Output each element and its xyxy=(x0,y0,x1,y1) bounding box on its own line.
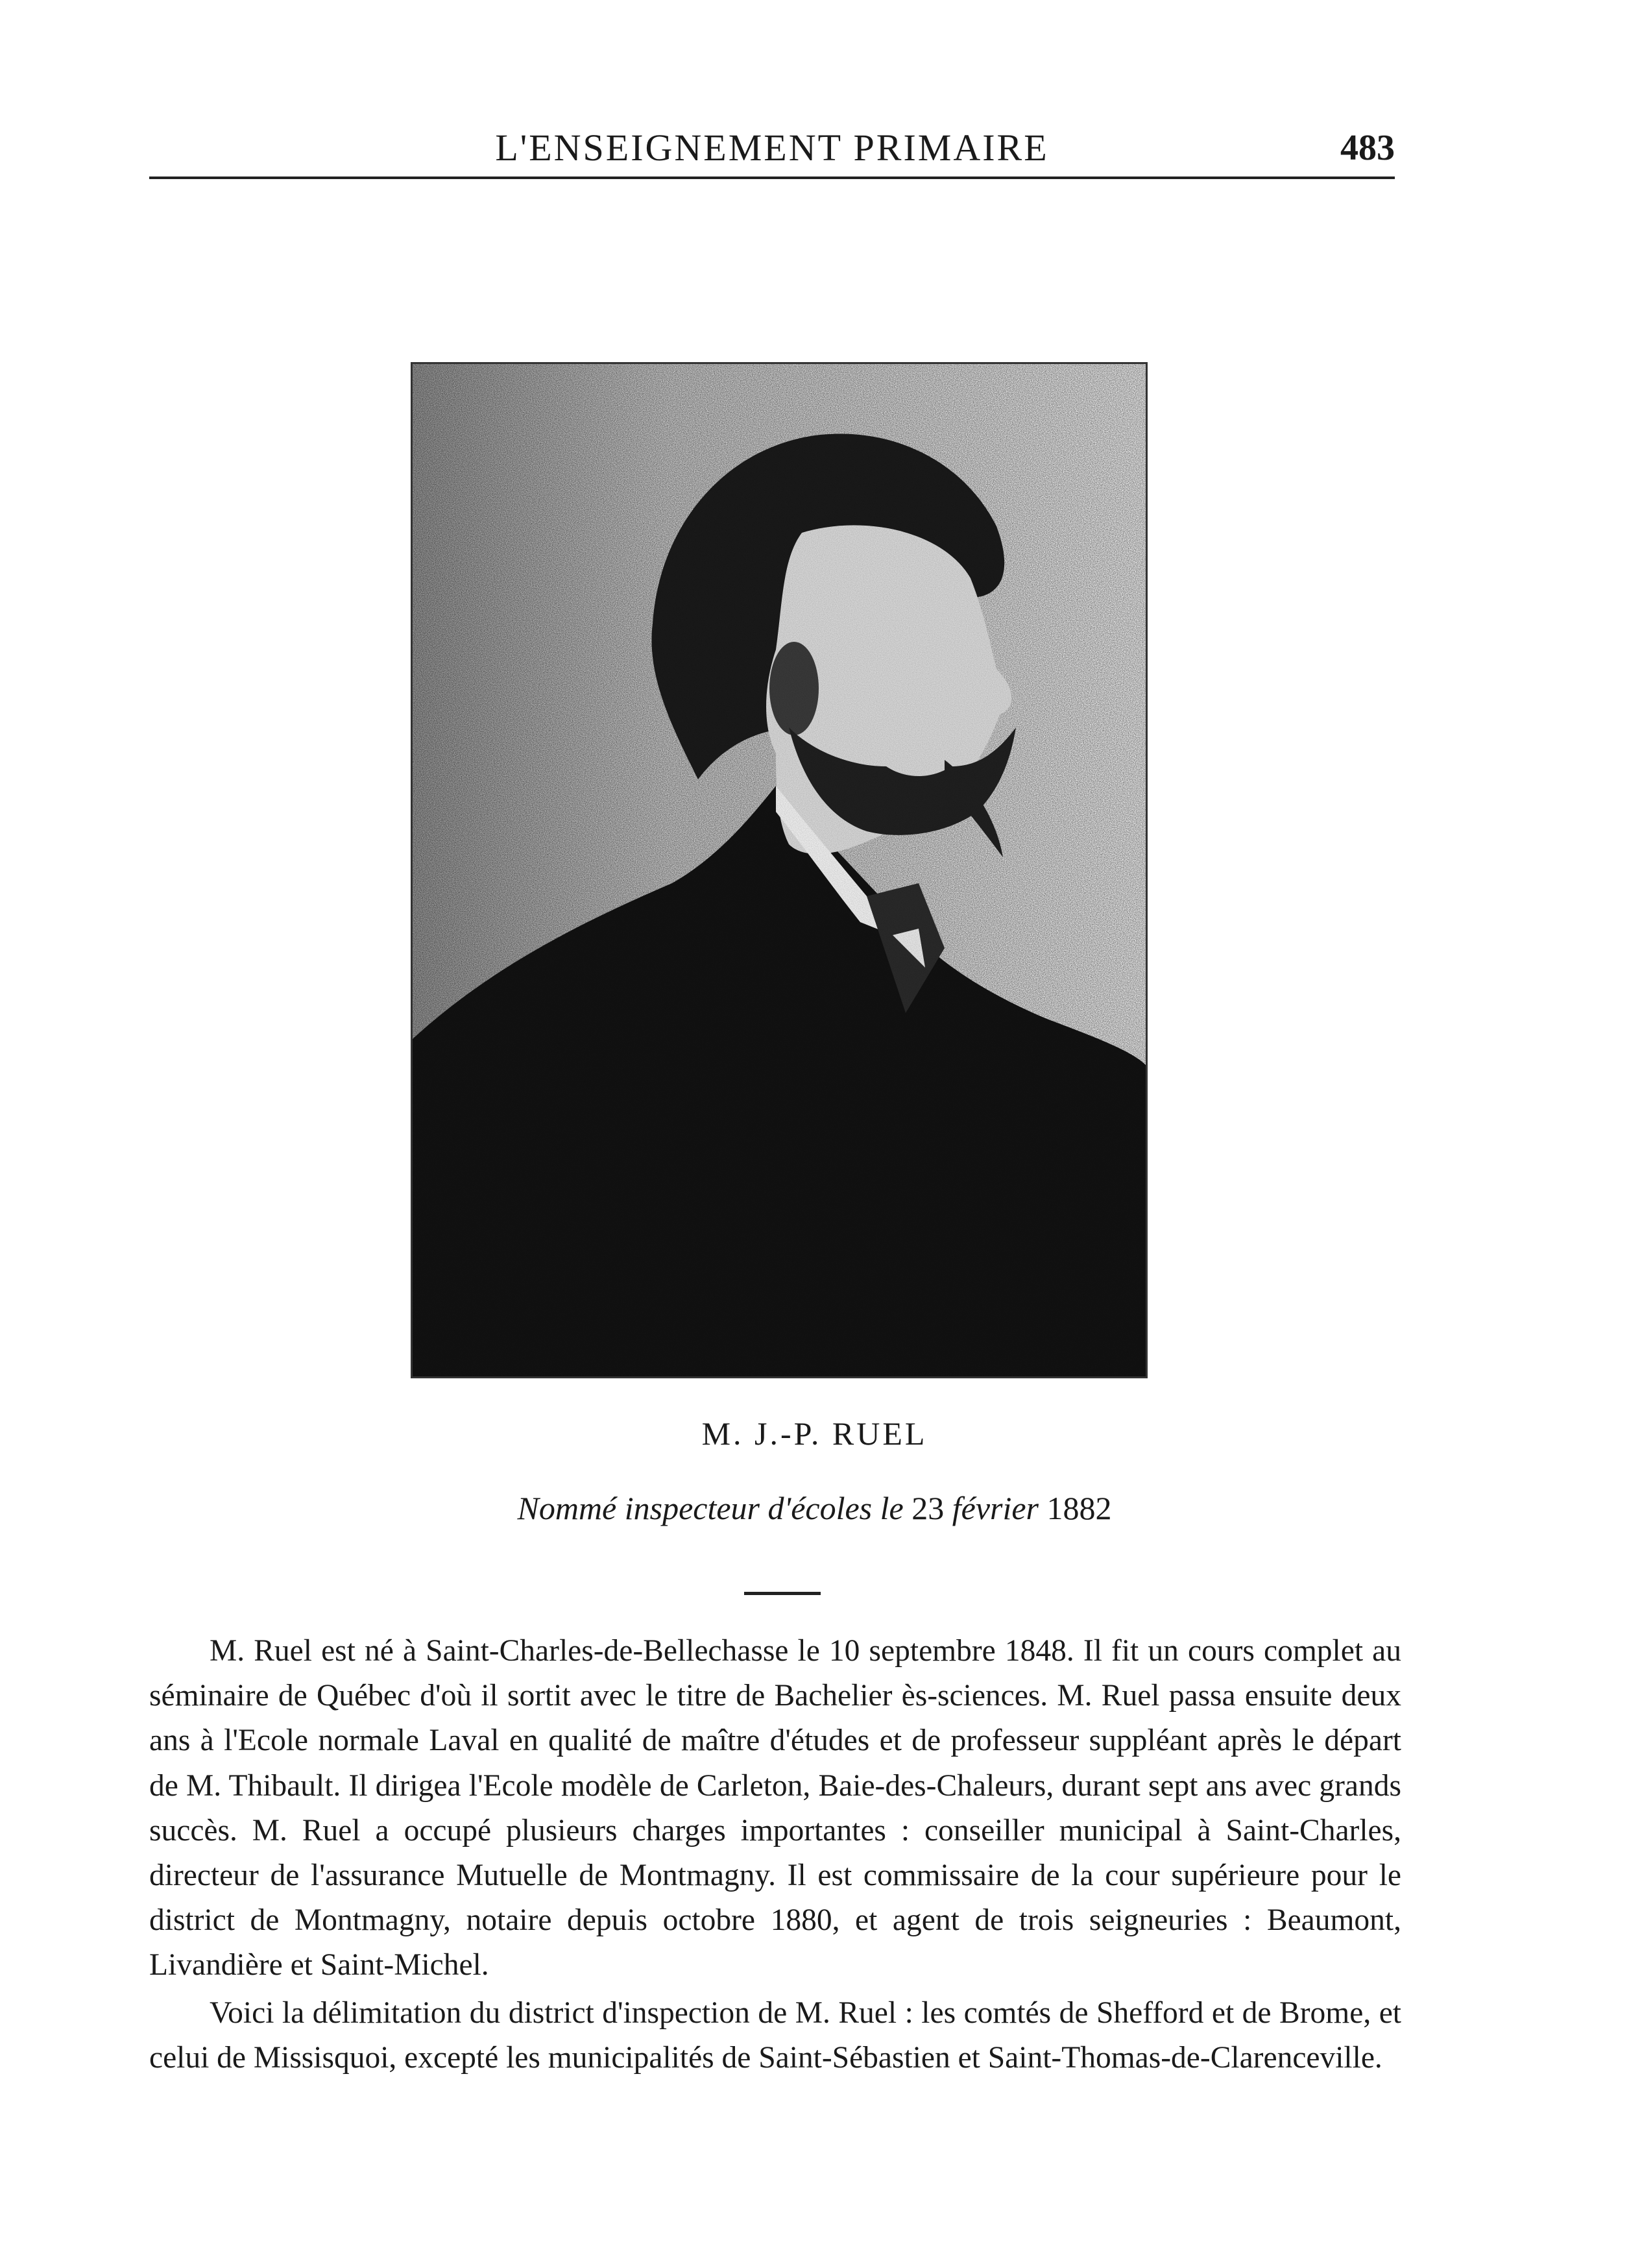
caption-subtitle-day: 23 xyxy=(911,1490,945,1526)
caption-subtitle-year: 1882 xyxy=(1046,1490,1112,1526)
page-number: 483 xyxy=(1340,128,1395,168)
portrait-caption-name: M. J.-P. RUEL xyxy=(701,1415,928,1452)
running-header xyxy=(149,118,1395,179)
portrait-caption-subtitle xyxy=(0,1489,1629,1527)
body-paragraph: M. Ruel est né à Saint-Charles-de-Bellechasse le 10 septembre 1848. Il fit un cours complet au séminaire de Québec d'où il sortit avec le titre de Bachelier ès-sciences. M. Ruel passa ensuite deux ans à l'Ecole normale Laval en qualité de maître d'études et de professeur suppléant après le départ de M. Thibault. Il dirigea l'Ecole modèle de Carleton, Baie-des-Chaleurs, durant sept ans avec grands succès. M. Ruel a occupé plusieurs charges importantes : conseiller municipal à Saint-Charles, directeur de l'assurance Mutuelle de Montmagny. Il est commissaire de la cour supérieure pour le district de Montmagny, notaire depuis octobre 1880, et agent de trois seigneuries : Beaumont, Livandière et Saint-Michel. xyxy=(149,1634,1401,1982)
portrait-illustration xyxy=(413,364,1146,1376)
caption-subtitle-month: février xyxy=(952,1490,1039,1526)
body-paragraph: Voici la délimitation du district d'inspection de M. Ruel : les comtés de Shefford et de Brome, et celui de Missisquoi, excepté les municipalités de Saint-Sébastien et Saint-Thomas-de-Clarenceville. xyxy=(149,1995,1401,2075)
running-title: L'ENSEIGNEMENT PRIMAIRE xyxy=(495,127,1049,169)
section-divider xyxy=(744,1592,821,1595)
body-text xyxy=(149,1629,1401,2080)
portrait-photo xyxy=(411,362,1148,1378)
caption-subtitle-italic: Nommé inspecteur d'écoles le xyxy=(517,1490,904,1526)
